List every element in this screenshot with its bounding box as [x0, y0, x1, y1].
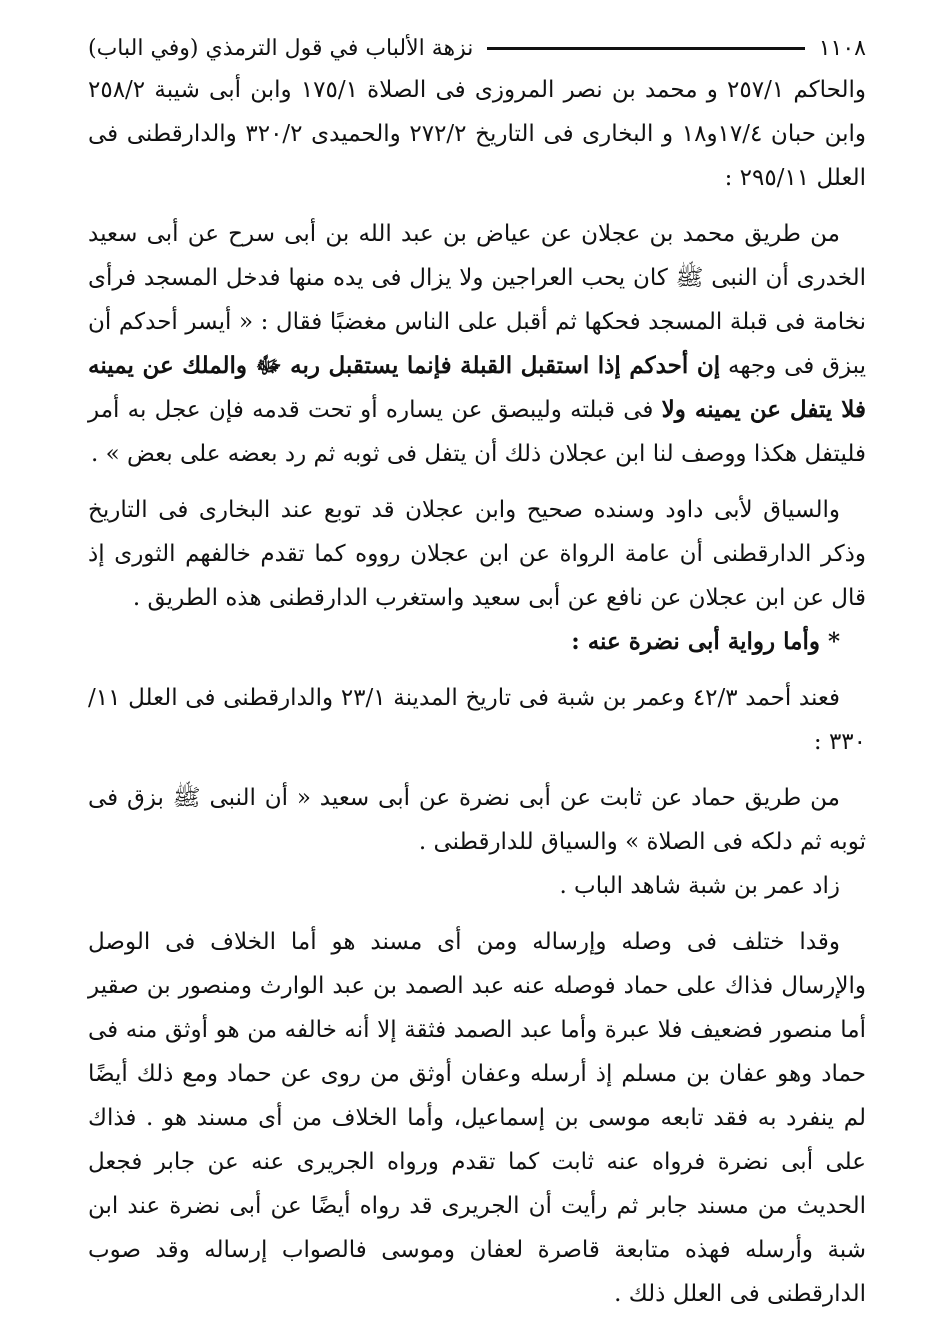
paragraph-references-2 [88, 676, 866, 764]
text-line: الجريرى قد رواه أيضًا عن أبى نضرة عند ابن شبة وأرسله فهذه متابعة قاصرة لعفان [88, 1193, 866, 1263]
running-title: نزهة الألباب في قول الترمذي (وفي الباب) [88, 35, 474, 61]
text-line: زاد عمر بن شبة شاهد الباب . [559, 873, 840, 899]
text-line: دلكه فى الصلاة » والسياق للدارقطنى . [418, 829, 793, 855]
text-line: والحاكم ٢٥٧/١ و محمد بن نصر المروزى فى الصلاة ١٧٥/١ وابن أبى شيبة ٢٥٨/٢ [88, 77, 866, 103]
text-line: فى قبلته وليبصق عن يساره أو تحت قدمه فإن عجل به أمر فليتفل هكذا ووصف لنا ابن [88, 397, 866, 467]
text-line: وذكر الدارقطنى أن عامة الرواة عن ابن عجلان رووه كما تقدم خالفهم الثورى إذ قال عن [88, 541, 866, 611]
text-line: والسياق لأبى داود وسنده صحيح وابن عجلان قد توبع عند البخارى فى التاريخ [88, 497, 840, 523]
paragraph-commentary-2 [88, 920, 866, 1316]
page-number: ١١٠٨ [818, 35, 866, 61]
text-line: فضعيف فلا عبرة وأما عبد الصمد فثقة إلا أنه خالفه من هو أوثق منه فى حماد وهو [88, 1017, 866, 1087]
page-header [88, 28, 866, 68]
section-heading [88, 620, 866, 664]
text-line: ابن عجلان عن نافع عن أبى سعيد واستغرب الدارقطنى هذه الطريق . [132, 585, 786, 611]
text-line: ٣٣٠ : [813, 729, 866, 755]
paragraph-references-1 [88, 68, 866, 200]
text-line: العلل ٢٩٥/١١ : [724, 165, 866, 191]
text-line: وموسى فالصواب إرساله وقد صوب الدارقطنى فى العلل ذلك . [88, 1237, 866, 1307]
text-line: * وأما رواية أبى نضرة عنه : [571, 628, 840, 655]
text-line: من طريق محمد بن عجلان عن عياض بن عبد الله بن أبى سرح عن أبى سعيد [88, 221, 840, 247]
text-line: تابعه موسى بن إسماعيل، وأما الخلاف من أى مسند هو . فذاك على أبى نضرة فرواه عنه [88, 1105, 867, 1175]
text-line: فى قبلة المسجد فحكها ثم أقبل على الناس مغضبًا فقال : « أيسر أحدكم أن يبزق فى وجهه [88, 309, 866, 379]
header-rule [487, 47, 804, 50]
text-line: عجلان ذلك أن يتفل فى ثوبه ثم رد بعضه على بعض » . [90, 441, 608, 467]
paragraph-commentary-1 [88, 488, 866, 620]
text-line: فذاك على حماد فوصله عنه عبد الصمد بن عبد الوارث ومنصور بن صقير أما منصور [88, 973, 866, 1043]
text-line: ثابت كما تقدم ورواه الجريرى عنه عن جابر فجعل الحديث من مسند جابر ثم رأيت أن [88, 1149, 866, 1219]
page [88, 28, 866, 1316]
text-line: وقدا ختلف فى وصله وإرساله ومن أى مسند هو أما الخلاف فى الوصل والإرسال [88, 929, 866, 999]
text-line: الخدرى أن النبى ﷺ كان يحب العراجين ولا يزال فى يده منها فدخل المسجد فرأى نخامة [88, 265, 866, 335]
text-line: إن أحدكم إذا استقبل القبلة فإنما يستقبل ربه ﷻ والملك عن يمينه فلا يتفل عن يمينه ولا [88, 352, 866, 423]
paragraph-hadith-text [88, 212, 866, 476]
paragraph-hadith-text-2 [88, 776, 866, 864]
text-line: عفان بن مسلم إذ أرسله وعفان أوثق من روى عن حماد ومع ذلك أيضًا لم ينفرد به فقد [88, 1061, 867, 1131]
text-line: فعند أحمد ٤٢/٣ وعمر بن شبة فى تاريخ المدينة ٢٣/١ والدارقطنى فى العلل ١١/ [88, 685, 841, 711]
paragraph-note [88, 864, 866, 908]
page-body [88, 68, 866, 1316]
text-line: وابن حبان ١٧/٤و١٨ و البخارى فى التاريخ ٢٧٢/٢ والحميدى ٣٢٠/٢ والدارقطنى فى [88, 121, 866, 147]
text-line: من طريق حماد عن ثابت عن أبى نضرة عن أبى سعيد « أن النبى ﷺ بزق فى ثوبه ثم [88, 785, 866, 855]
